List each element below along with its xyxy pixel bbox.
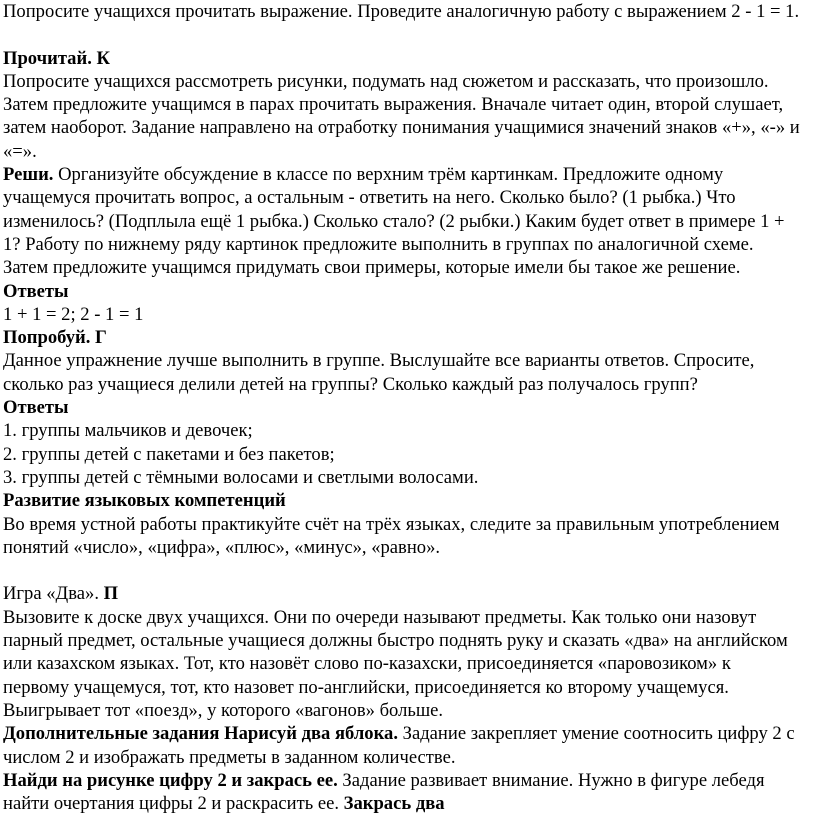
- heading-solve: Реши.: [3, 164, 54, 186]
- paragraph-extra-text: Задание закрепляет умение соотносить цифру 2 с числом 2 и изображать предметы в заданном количестве.: [3, 723, 795, 768]
- paragraph-find: [3, 769, 801, 815]
- list-item: 3. группы детей с тёмными волосами и светлыми волосами.: [3, 466, 479, 488]
- blank-line: [3, 559, 801, 582]
- paragraph-intro: Попросите учащихся прочитать выражение. Проведите аналогичную работу с выражением 2 - 1 = 1.: [3, 1, 800, 22]
- heading-game: [3, 582, 801, 605]
- game-title: Игра «Два».: [3, 583, 104, 605]
- paragraph-find-text: Задание развивает внимание. Нужно в фигуре лебедя найти очертания цифры 2 и раскрасить ее.: [3, 769, 765, 815]
- heading-color: Закрась два: [343, 793, 445, 815]
- list-item: 1. группы мальчиков и девочек;: [3, 420, 253, 442]
- heading-answers-1: Ответы: [3, 280, 69, 302]
- paragraph-extra: [3, 722, 801, 769]
- heading-language: Развитие языковых компетенций: [3, 490, 286, 512]
- heading-answers-2: Ответы: [3, 397, 69, 419]
- paragraph-try: Данное упражнение лучше выполнить в группе. Выслушайте все варианты ответов. Спросите, сколько раз учащиеся делили детей на группы? Сколько каждый раз получалось групп?: [3, 350, 755, 395]
- list-item: 2. группы детей с пакетами и без пакетов;: [3, 443, 335, 465]
- paragraph-solve: [3, 163, 801, 279]
- paragraph-solve-text: Организуйте обсуждение в классе по верхним трём картинкам. Предложите одному учащемуся прочитать вопрос, а остальным - ответить на него. Сколько было? (1 рыбка.) Что изменилось? (Подплыла ещё 1 рыбка.) Сколько стало? (2 рыбки.) Каким будет ответ в примере 1 + 1? Работу по нижнему ряду картинок предложите выполнить в группах по аналогичной схеме. Затем предложите учащимся придумать свои примеры, которые имели бы такое же решение.: [3, 164, 785, 279]
- paragraph-language: Во время устной работы практикуйте счёт на трёх языках, следите за правильным употреблением понятий «число», «цифра», «плюс», «минус», «равно».: [3, 513, 780, 558]
- heading-read: Прочитай. К: [3, 47, 110, 69]
- heading-try: Попробуй. Г: [3, 327, 107, 349]
- game-letter: П: [103, 583, 119, 605]
- paragraph-read: Попросите учащихся рассмотреть рисунки, подумать над сюжетом и рассказать, что произошло. Затем предложите учащимся в парах прочитать выражения. Вначале читает один, второй слушает, затем наоборот. Задание направлено на отработку понимания учащимися значений знаков «+», «-» и «=».: [3, 70, 800, 162]
- paragraph-answers-1: 1 + 1 = 2; 2 - 1 = 1: [3, 303, 144, 325]
- blank-line: [3, 23, 801, 46]
- heading-extra: Дополнительные задания Нарисуй два яблока.: [3, 723, 398, 745]
- paragraph-game: Вызовите к доске двух учащихся. Они по очереди называют предметы. Как только они назовут парный предмет, остальные учащиеся должны быстро поднять руку и сказать «два» на английском или казахском языках. Тот, кто назовёт слово по-казахски, присоединяется «паровозиком» к первому учащемуся, тот, кто назовет по-английски, присоединяется ко второму учащемуся. Выигрывает тот «поезд», у которого «вагонов» больше.: [3, 606, 788, 721]
- heading-find: Найди на рисунке цифру 2 и закрась ее.: [3, 769, 338, 791]
